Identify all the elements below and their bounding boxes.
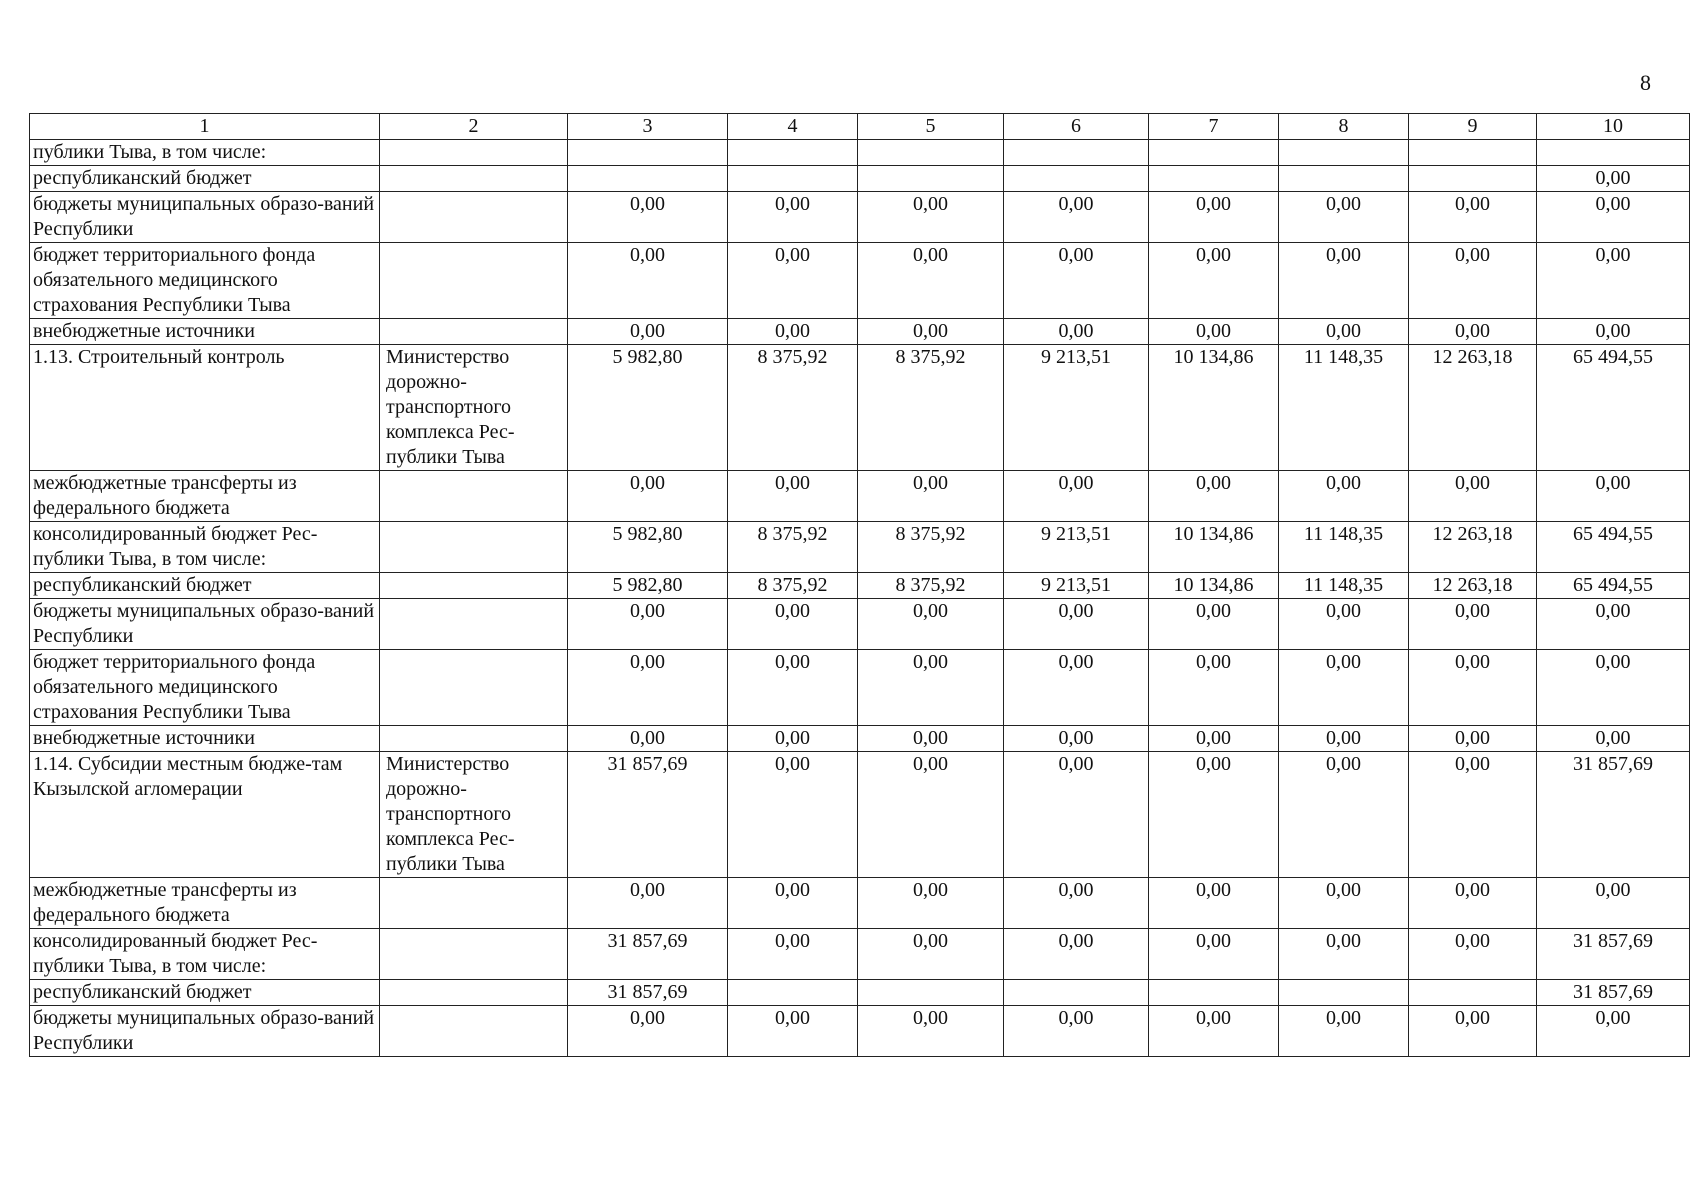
table-row	[30, 522, 1690, 573]
table-body	[30, 140, 1690, 1057]
value-cell: 0,00	[858, 599, 1004, 650]
value-cell: 0,00	[1409, 726, 1537, 752]
value-cell: 8 375,92	[858, 522, 1004, 573]
value-cell: 0,00	[1537, 319, 1690, 345]
value-cell: 0,00	[1537, 471, 1690, 522]
column-header: 6	[1004, 114, 1149, 140]
responsible-cell	[380, 471, 568, 522]
value-cell	[1537, 140, 1690, 166]
value-cell: 11 148,35	[1279, 522, 1409, 573]
responsible-cell	[380, 319, 568, 345]
responsible-cell	[380, 599, 568, 650]
value-cell: 0,00	[1409, 929, 1537, 980]
value-cell: 0,00	[1279, 650, 1409, 726]
value-cell: 0,00	[568, 243, 728, 319]
table-row	[30, 471, 1690, 522]
value-cell: 0,00	[1004, 599, 1149, 650]
responsible-cell	[380, 650, 568, 726]
value-cell: 0,00	[728, 192, 858, 243]
responsible-cell	[380, 522, 568, 573]
value-cell: 31 857,69	[1537, 752, 1690, 878]
value-cell: 0,00	[858, 752, 1004, 878]
row-label: публики Тыва, в том числе:	[30, 140, 380, 166]
value-cell	[1409, 140, 1537, 166]
value-cell: 9 213,51	[1004, 573, 1149, 599]
value-cell: 0,00	[1149, 243, 1279, 319]
row-label: республиканский бюджет	[30, 573, 380, 599]
value-cell: 0,00	[1279, 599, 1409, 650]
responsible-cell	[380, 243, 568, 319]
value-cell: 0,00	[858, 1006, 1004, 1057]
value-cell: 0,00	[1537, 599, 1690, 650]
responsible-cell: Министерство дорожно-транспортного комплекса Рес-публики Тыва	[380, 752, 568, 878]
value-cell: 0,00	[1004, 752, 1149, 878]
row-label: республиканский бюджет	[30, 166, 380, 192]
value-cell: 0,00	[1004, 650, 1149, 726]
value-cell: 0,00	[1279, 1006, 1409, 1057]
column-header: 7	[1149, 114, 1279, 140]
value-cell: 0,00	[728, 599, 858, 650]
value-cell: 10 134,86	[1149, 573, 1279, 599]
row-label: бюджеты муниципальных образо-ваний Республики	[30, 192, 380, 243]
value-cell: 0,00	[1537, 192, 1690, 243]
value-cell: 0,00	[1149, 929, 1279, 980]
value-cell: 0,00	[1279, 726, 1409, 752]
row-label: бюджет территориального фонда обязательного медицинского страхования Республики Тыва	[30, 650, 380, 726]
value-cell: 0,00	[1409, 752, 1537, 878]
value-cell: 31 857,69	[568, 929, 728, 980]
value-cell: 12 263,18	[1409, 345, 1537, 471]
row-label: межбюджетные трансферты из федерального бюджета	[30, 878, 380, 929]
value-cell	[1004, 166, 1149, 192]
column-header: 8	[1279, 114, 1409, 140]
value-cell: 0,00	[1004, 726, 1149, 752]
value-cell	[1149, 140, 1279, 166]
value-cell: 0,00	[728, 878, 858, 929]
value-cell: 0,00	[728, 726, 858, 752]
value-cell: 5 982,80	[568, 573, 728, 599]
value-cell	[1279, 980, 1409, 1006]
value-cell: 0,00	[1537, 650, 1690, 726]
value-cell	[858, 140, 1004, 166]
value-cell: 12 263,18	[1409, 573, 1537, 599]
value-cell	[1004, 140, 1149, 166]
row-label: внебюджетные источники	[30, 726, 380, 752]
value-cell: 8 375,92	[858, 573, 1004, 599]
value-cell: 11 148,35	[1279, 345, 1409, 471]
value-cell: 0,00	[858, 192, 1004, 243]
value-cell: 0,00	[1004, 192, 1149, 243]
value-cell: 0,00	[568, 599, 728, 650]
responsible-cell	[380, 726, 568, 752]
value-cell	[1279, 140, 1409, 166]
responsible-cell: Министерство дорожно-транспортного комплекса Рес-публики Тыва	[380, 345, 568, 471]
value-cell: 0,00	[1409, 192, 1537, 243]
value-cell: 0,00	[1537, 726, 1690, 752]
value-cell	[568, 166, 728, 192]
table-row	[30, 980, 1690, 1006]
value-cell: 0,00	[1004, 878, 1149, 929]
table-row	[30, 929, 1690, 980]
row-label: 1.14. Субсидии местным бюдже-там Кызылской агломерации	[30, 752, 380, 878]
value-cell: 11 148,35	[1279, 573, 1409, 599]
value-cell: 0,00	[1537, 166, 1690, 192]
value-cell: 0,00	[568, 726, 728, 752]
value-cell	[858, 980, 1004, 1006]
value-cell: 0,00	[568, 471, 728, 522]
value-cell: 0,00	[1149, 878, 1279, 929]
value-cell: 0,00	[1537, 243, 1690, 319]
value-cell	[1004, 980, 1149, 1006]
value-cell: 0,00	[1004, 929, 1149, 980]
value-cell: 0,00	[858, 726, 1004, 752]
value-cell: 10 134,86	[1149, 345, 1279, 471]
value-cell: 12 263,18	[1409, 522, 1537, 573]
value-cell: 5 982,80	[568, 345, 728, 471]
value-cell: 0,00	[1149, 752, 1279, 878]
value-cell: 0,00	[1004, 1006, 1149, 1057]
responsible-cell	[380, 166, 568, 192]
value-cell	[568, 140, 728, 166]
value-cell: 0,00	[858, 929, 1004, 980]
value-cell: 0,00	[568, 192, 728, 243]
column-header: 5	[858, 114, 1004, 140]
table-row	[30, 1006, 1690, 1057]
value-cell: 0,00	[1537, 1006, 1690, 1057]
value-cell: 0,00	[1409, 243, 1537, 319]
value-cell: 31 857,69	[1537, 929, 1690, 980]
value-cell	[1149, 980, 1279, 1006]
value-cell: 0,00	[858, 878, 1004, 929]
value-cell: 0,00	[1279, 192, 1409, 243]
value-cell: 0,00	[568, 650, 728, 726]
column-header: 4	[728, 114, 858, 140]
value-cell: 0,00	[568, 319, 728, 345]
value-cell	[858, 166, 1004, 192]
responsible-cell	[380, 1006, 568, 1057]
column-header: 3	[568, 114, 728, 140]
row-label: консолидированный бюджет Рес-публики Тыва, в том числе:	[30, 929, 380, 980]
value-cell: 8 375,92	[858, 345, 1004, 471]
value-cell: 5 982,80	[568, 522, 728, 573]
table-row	[30, 243, 1690, 319]
budget-table	[29, 113, 1690, 1057]
responsible-cell	[380, 980, 568, 1006]
row-label: республиканский бюджет	[30, 980, 380, 1006]
value-cell	[728, 140, 858, 166]
value-cell: 0,00	[728, 752, 858, 878]
table-row	[30, 878, 1690, 929]
table-row	[30, 345, 1690, 471]
table-row	[30, 166, 1690, 192]
table-row	[30, 650, 1690, 726]
value-cell: 0,00	[1537, 878, 1690, 929]
value-cell: 65 494,55	[1537, 345, 1690, 471]
value-cell: 9 213,51	[1004, 345, 1149, 471]
value-cell: 0,00	[1004, 243, 1149, 319]
value-cell: 31 857,69	[568, 752, 728, 878]
value-cell: 0,00	[1279, 319, 1409, 345]
responsible-cell	[380, 929, 568, 980]
value-cell: 0,00	[1279, 471, 1409, 522]
value-cell: 0,00	[1279, 878, 1409, 929]
value-cell: 0,00	[1409, 471, 1537, 522]
value-cell: 0,00	[728, 650, 858, 726]
value-cell	[728, 980, 858, 1006]
value-cell: 0,00	[728, 471, 858, 522]
value-cell: 0,00	[728, 319, 858, 345]
value-cell: 0,00	[1004, 471, 1149, 522]
value-cell: 8 375,92	[728, 345, 858, 471]
value-cell: 0,00	[858, 650, 1004, 726]
value-cell: 0,00	[1149, 726, 1279, 752]
value-cell: 65 494,55	[1537, 573, 1690, 599]
row-label: бюджет территориального фонда обязательного медицинского страхования Республики Тыва	[30, 243, 380, 319]
table-row	[30, 192, 1690, 243]
value-cell	[1409, 166, 1537, 192]
value-cell: 0,00	[1409, 1006, 1537, 1057]
column-header: 9	[1409, 114, 1537, 140]
value-cell: 0,00	[568, 878, 728, 929]
row-label: 1.13. Строительный контроль	[30, 345, 380, 471]
responsible-cell	[380, 140, 568, 166]
value-cell: 0,00	[728, 929, 858, 980]
table-row	[30, 752, 1690, 878]
value-cell: 0,00	[1279, 752, 1409, 878]
table-row	[30, 599, 1690, 650]
value-cell: 0,00	[1149, 192, 1279, 243]
value-cell: 31 857,69	[1537, 980, 1690, 1006]
row-label: консолидированный бюджет Рес-публики Тыва, в том числе:	[30, 522, 380, 573]
column-header: 10	[1537, 114, 1690, 140]
value-cell: 0,00	[858, 319, 1004, 345]
value-cell	[728, 166, 858, 192]
column-header: 2	[380, 114, 568, 140]
row-label: межбюджетные трансферты из федерального бюджета	[30, 471, 380, 522]
value-cell: 31 857,69	[568, 980, 728, 1006]
value-cell: 0,00	[858, 471, 1004, 522]
value-cell: 9 213,51	[1004, 522, 1149, 573]
row-label: внебюджетные источники	[30, 319, 380, 345]
value-cell: 0,00	[1279, 243, 1409, 319]
value-cell: 10 134,86	[1149, 522, 1279, 573]
row-label: бюджеты муниципальных образо-ваний Республики	[30, 1006, 380, 1057]
value-cell: 0,00	[1149, 650, 1279, 726]
value-cell: 8 375,92	[728, 573, 858, 599]
value-cell: 0,00	[1004, 319, 1149, 345]
table-row	[30, 140, 1690, 166]
value-cell: 0,00	[1149, 471, 1279, 522]
table-row	[30, 573, 1690, 599]
value-cell: 0,00	[1409, 599, 1537, 650]
value-cell: 0,00	[1409, 650, 1537, 726]
value-cell	[1149, 166, 1279, 192]
responsible-cell	[380, 878, 568, 929]
value-cell: 0,00	[1409, 878, 1537, 929]
column-header: 1	[30, 114, 380, 140]
value-cell: 0,00	[1149, 319, 1279, 345]
responsible-cell	[380, 573, 568, 599]
value-cell: 0,00	[1409, 319, 1537, 345]
value-cell: 0,00	[1149, 1006, 1279, 1057]
value-cell: 0,00	[858, 243, 1004, 319]
page-number: 8	[1640, 70, 1651, 95]
table-row	[30, 726, 1690, 752]
value-cell: 0,00	[728, 1006, 858, 1057]
table-row	[30, 319, 1690, 345]
header-row	[30, 114, 1690, 140]
value-cell: 65 494,55	[1537, 522, 1690, 573]
value-cell: 0,00	[728, 243, 858, 319]
value-cell	[1279, 166, 1409, 192]
value-cell: 0,00	[1149, 599, 1279, 650]
row-label: бюджеты муниципальных образо-ваний Республики	[30, 599, 380, 650]
value-cell: 0,00	[568, 1006, 728, 1057]
responsible-cell	[380, 192, 568, 243]
value-cell: 8 375,92	[728, 522, 858, 573]
value-cell: 0,00	[1279, 929, 1409, 980]
value-cell	[1409, 980, 1537, 1006]
